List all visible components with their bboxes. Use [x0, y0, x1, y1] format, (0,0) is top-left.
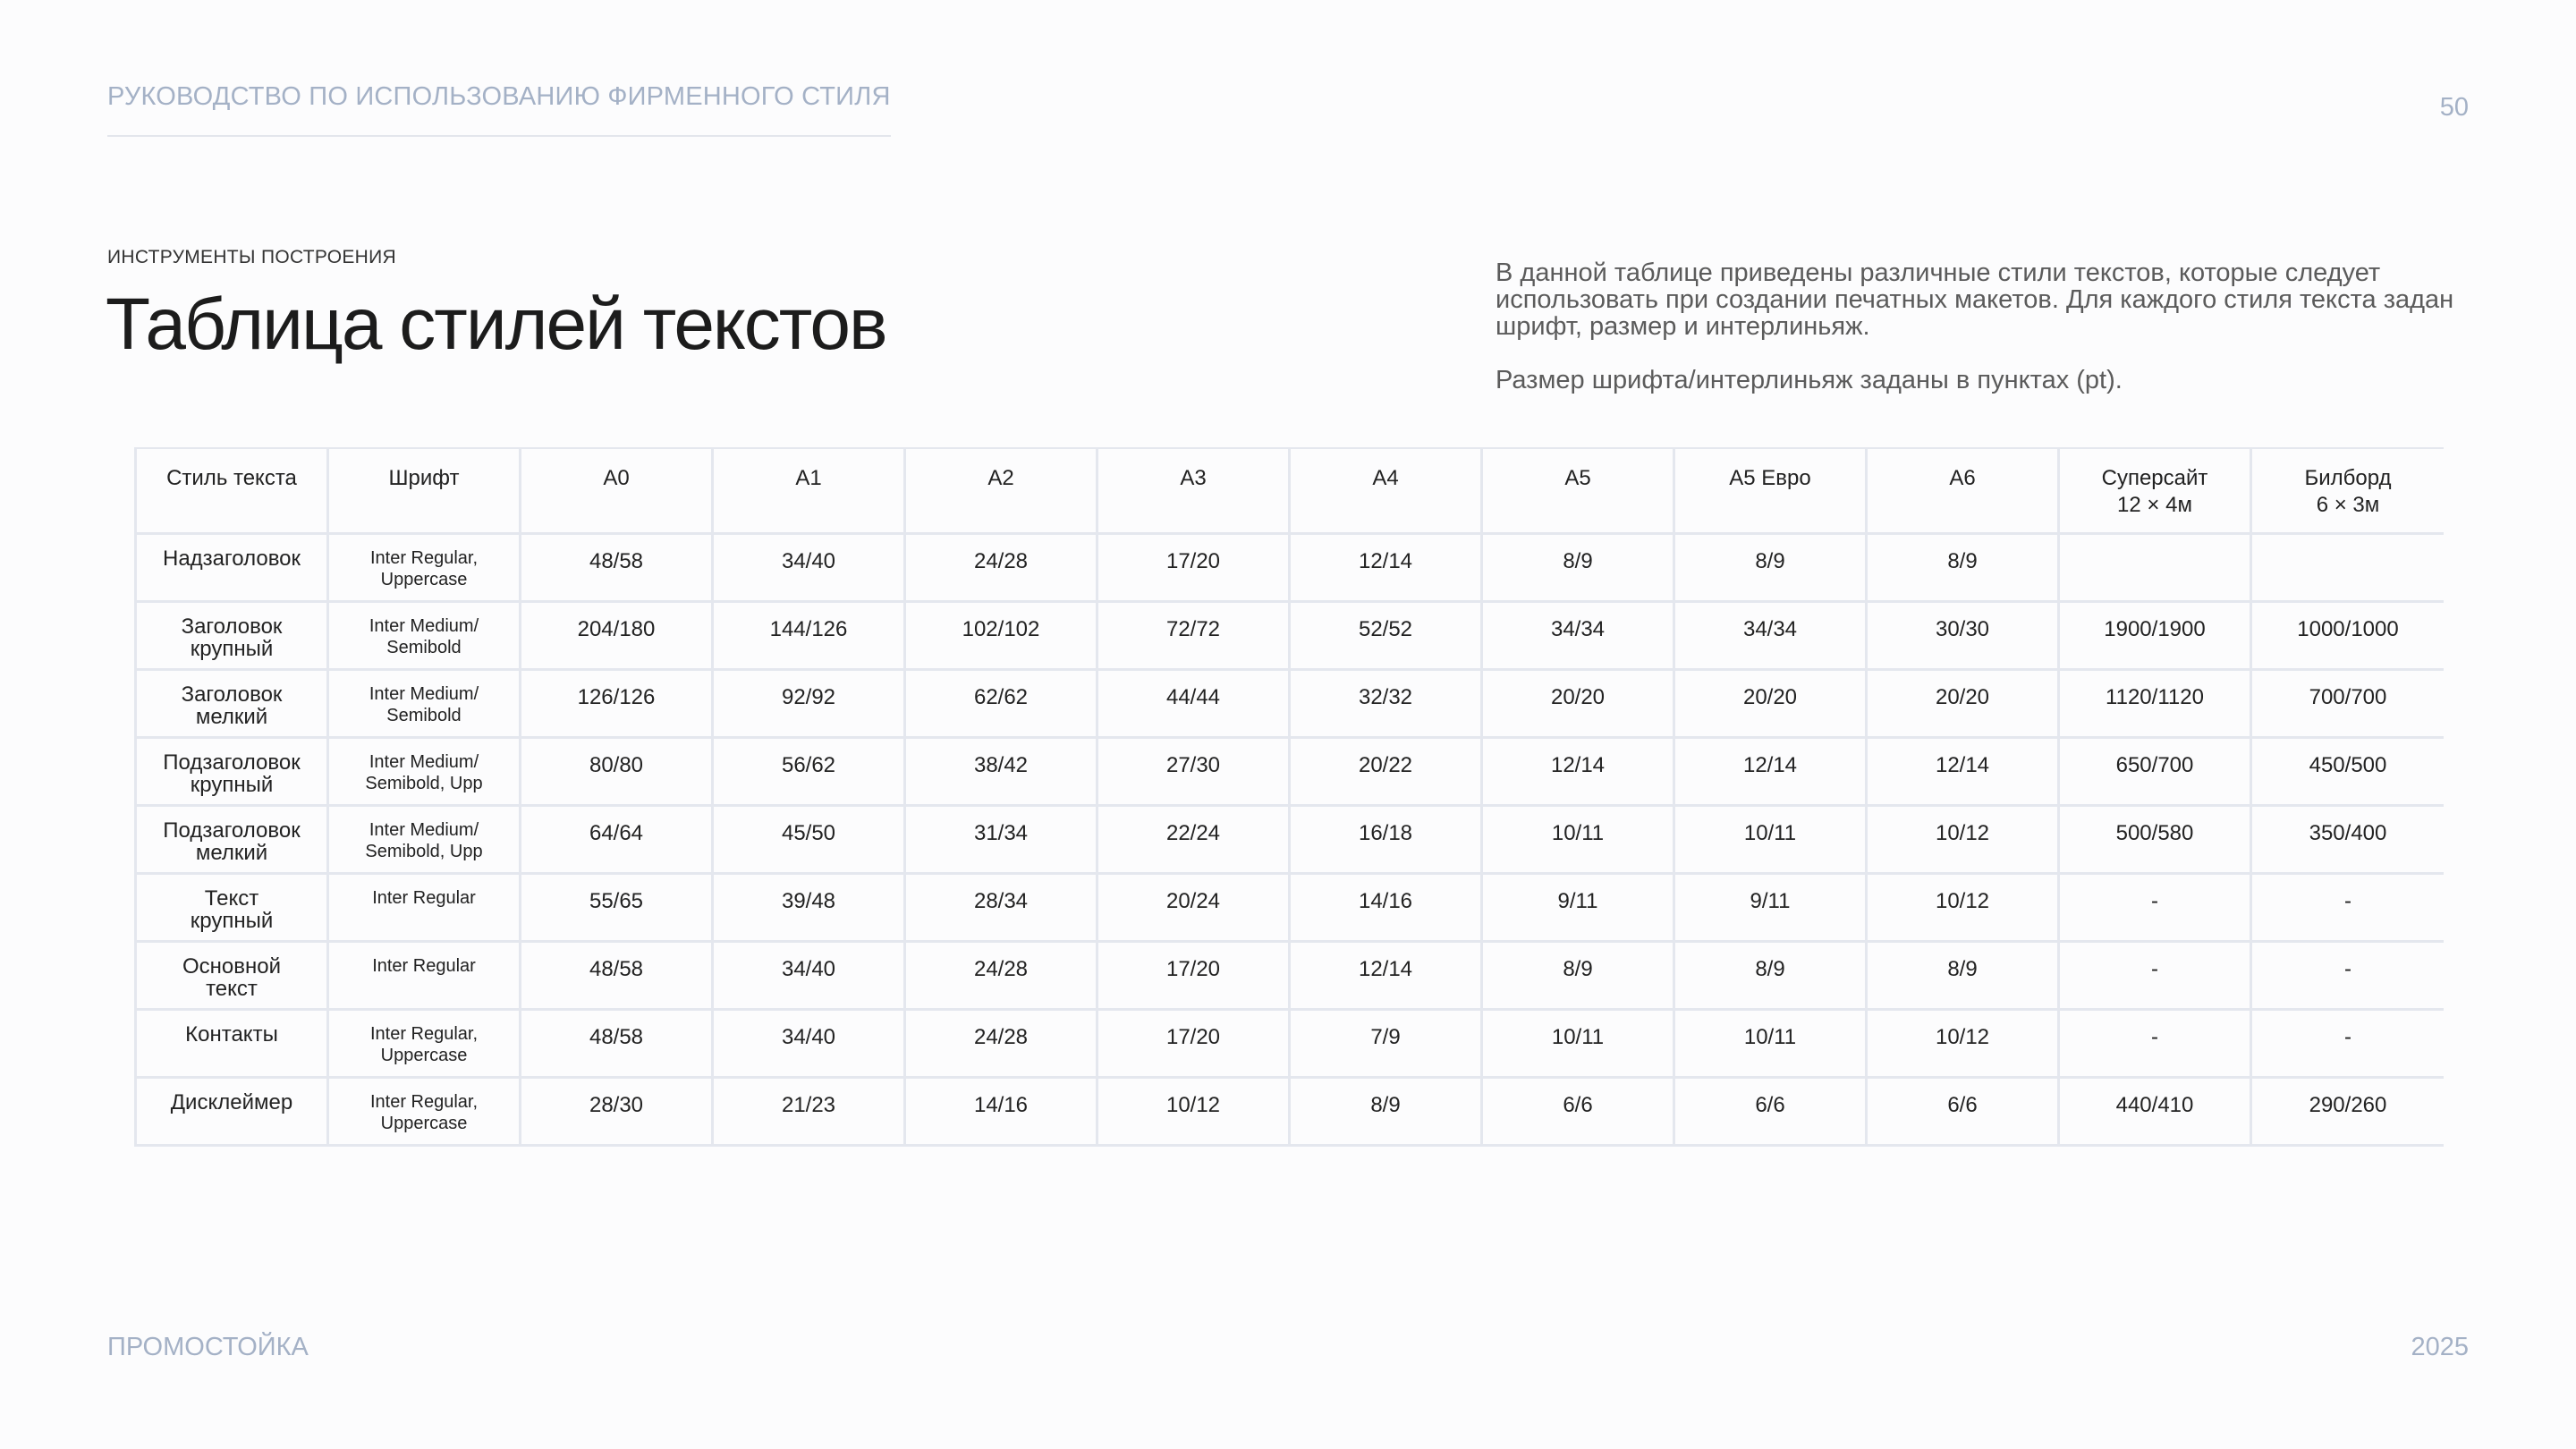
style-name-text: Подзаголовок [163, 750, 301, 775]
style-name-cell [136, 1009, 328, 1077]
size-leading-cell: 27/30 [1097, 737, 1290, 805]
size-leading-cell: - [2251, 873, 2445, 941]
style-name-cell [136, 533, 328, 601]
size-leading-cell: 17/20 [1097, 533, 1290, 601]
font-cell [328, 873, 521, 941]
font-cell [328, 1009, 521, 1077]
size-leading-cell: 34/34 [1674, 601, 1867, 669]
font-text: Semibold [386, 637, 462, 657]
font-text: Inter Medium/ [369, 683, 479, 704]
style-name-cell [136, 1077, 328, 1145]
style-name-text: Подзаголовок [163, 818, 301, 843]
style-name-cell [136, 941, 328, 1009]
column-header-label: Шрифт [388, 466, 460, 490]
intro-text [1496, 259, 2479, 420]
column-header-label: Суперсайт [2101, 466, 2208, 490]
size-leading-cell: 6/6 [1674, 1077, 1867, 1145]
size-leading-cell: 204/180 [521, 601, 713, 669]
font-text: Inter Regular, [369, 547, 479, 568]
size-leading-cell: 34/40 [713, 1009, 905, 1077]
size-leading-cell: - [2059, 1009, 2251, 1077]
font-text: Inter Regular, [369, 1091, 479, 1112]
size-leading-cell: 14/16 [1290, 873, 1482, 941]
size-leading-cell: 8/9 [1674, 941, 1867, 1009]
size-leading-cell: 44/44 [1097, 669, 1290, 737]
size-leading-cell: 10/11 [1482, 1009, 1674, 1077]
size-leading-cell: 45/50 [713, 805, 905, 873]
size-leading-cell: 64/64 [521, 805, 713, 873]
font-text: Semibold [386, 705, 462, 725]
size-leading-cell: 48/58 [521, 533, 713, 601]
page-number: 50 [2439, 93, 2469, 122]
size-leading-cell: 34/40 [713, 533, 905, 601]
size-leading-cell: 8/9 [1867, 533, 2059, 601]
size-leading-cell: 62/62 [905, 669, 1097, 737]
size-leading-cell: 20/20 [1867, 669, 2059, 737]
style-name-text: Заголовок [181, 614, 283, 639]
column-header-label: А4 [1372, 466, 1399, 490]
size-leading-cell: 52/52 [1290, 601, 1482, 669]
column-header-label: А5 Евро [1729, 466, 1811, 490]
column-header [1867, 448, 2059, 533]
size-leading-cell: 8/9 [1482, 533, 1674, 601]
footer-year: 2025 [2411, 1333, 2469, 1361]
size-leading-cell: 1000/1000 [2251, 601, 2445, 669]
size-leading-cell: 24/28 [905, 941, 1097, 1009]
style-name-text: Дисклеймер [170, 1089, 293, 1114]
table-header-row [136, 448, 2445, 533]
intro-paragraph: В данной таблице приведены различные стили текстов, которые следует использовать при создании печатных макетов. Для каждого стиля текста задан шрифт, размер и интерлиньяж. [1496, 258, 2454, 341]
column-header-label: 12 × 4м [2117, 493, 2192, 517]
font-text: Semibold, Upp [365, 841, 483, 861]
column-header [2251, 448, 2445, 533]
size-leading-cell: 30/30 [1867, 601, 2059, 669]
style-name-text: крупный [190, 908, 274, 933]
font-cell [328, 805, 521, 873]
size-leading-cell: 48/58 [521, 1009, 713, 1077]
size-leading-cell: 12/14 [1290, 533, 1482, 601]
column-header-label: А6 [1949, 466, 1976, 490]
size-leading-cell: 6/6 [1867, 1077, 2059, 1145]
size-leading-cell: 16/18 [1290, 805, 1482, 873]
column-header-label: А3 [1180, 466, 1207, 490]
style-name-text: Надзаголовок [162, 546, 301, 571]
size-leading-cell: 10/12 [1867, 805, 2059, 873]
size-leading-cell: 126/126 [521, 669, 713, 737]
size-leading-cell [2251, 533, 2445, 601]
style-name-cell [136, 601, 328, 669]
font-cell [328, 669, 521, 737]
style-name-cell [136, 805, 328, 873]
style-name-cell [136, 669, 328, 737]
size-leading-cell: 24/28 [905, 533, 1097, 601]
size-leading-cell: 28/30 [521, 1077, 713, 1145]
font-text: Inter Regular [372, 955, 476, 976]
size-leading-cell: 20/22 [1290, 737, 1482, 805]
size-leading-cell: 12/14 [1867, 737, 2059, 805]
font-cell [328, 601, 521, 669]
section-label: ИНСТРУМЕНТЫ ПОСТРОЕНИЯ [107, 247, 396, 267]
style-name-text: Основной [182, 953, 282, 979]
column-header [2059, 448, 2251, 533]
size-leading-cell: 12/14 [1290, 941, 1482, 1009]
size-leading-cell: 650/700 [2059, 737, 2251, 805]
table-row [136, 1009, 2445, 1077]
style-name-text: крупный [190, 636, 274, 661]
size-leading-cell: 31/34 [905, 805, 1097, 873]
size-leading-cell: 6/6 [1482, 1077, 1674, 1145]
size-leading-cell: 12/14 [1674, 737, 1867, 805]
text-styles-table-container [134, 447, 2444, 1299]
size-leading-cell: 56/62 [713, 737, 905, 805]
font-text: Inter Medium/ [369, 819, 479, 840]
size-leading-cell: 20/20 [1482, 669, 1674, 737]
column-header-label: А2 [987, 466, 1014, 490]
column-header-label: А5 [1564, 466, 1591, 490]
font-text: Inter Regular, [369, 1023, 479, 1044]
page-title: Таблица стилей текстов [106, 284, 886, 365]
size-leading-cell: 12/14 [1482, 737, 1674, 805]
size-leading-cell: 28/34 [905, 873, 1097, 941]
size-leading-cell: 22/24 [1097, 805, 1290, 873]
font-text: Inter Medium/ [369, 751, 479, 772]
style-name-text: мелкий [195, 704, 268, 729]
style-name-text: крупный [190, 772, 274, 797]
size-leading-cell: 34/40 [713, 941, 905, 1009]
table-row [136, 533, 2445, 601]
table-row [136, 873, 2445, 941]
table-row [136, 737, 2445, 805]
size-leading-cell: 450/500 [2251, 737, 2445, 805]
style-name-cell [136, 873, 328, 941]
style-name-cell [136, 737, 328, 805]
size-leading-cell: 21/23 [713, 1077, 905, 1145]
size-leading-cell: 48/58 [521, 941, 713, 1009]
size-leading-cell: 1120/1120 [2059, 669, 2251, 737]
size-leading-cell: - [2251, 1009, 2445, 1077]
document-title: РУКОВОДСТВО ПО ИСПОЛЬЗОВАНИЮ ФИРМЕННОГО СТИЛЯ [107, 82, 891, 137]
size-leading-cell: 92/92 [713, 669, 905, 737]
font-cell [328, 941, 521, 1009]
table-row [136, 1077, 2445, 1145]
footer-brand: ПРОМОСТОЙКА [107, 1333, 309, 1361]
size-leading-cell: 10/11 [1674, 1009, 1867, 1077]
font-cell [328, 1077, 521, 1145]
size-leading-cell: - [2059, 873, 2251, 941]
style-name-text: Контакты [185, 1021, 278, 1046]
size-leading-cell: 39/48 [713, 873, 905, 941]
size-leading-cell: 8/9 [1290, 1077, 1482, 1145]
size-leading-cell: 34/34 [1482, 601, 1674, 669]
column-header [328, 448, 521, 533]
size-leading-cell: - [2251, 941, 2445, 1009]
size-leading-cell: 10/12 [1097, 1077, 1290, 1145]
size-leading-cell: 8/9 [1482, 941, 1674, 1009]
size-leading-cell: 500/580 [2059, 805, 2251, 873]
size-leading-cell: 8/9 [1867, 941, 2059, 1009]
font-text: Inter Medium/ [369, 615, 479, 636]
column-header-label: 6 × 3м [2316, 493, 2380, 517]
size-leading-cell: - [2059, 941, 2251, 1009]
size-leading-cell: 7/9 [1290, 1009, 1482, 1077]
size-leading-cell: 102/102 [905, 601, 1097, 669]
size-leading-cell: 10/12 [1867, 873, 2059, 941]
size-leading-cell: 72/72 [1097, 601, 1290, 669]
table-row [136, 805, 2445, 873]
column-header [136, 448, 328, 533]
size-leading-cell: 32/32 [1290, 669, 1482, 737]
size-leading-cell: 17/20 [1097, 1009, 1290, 1077]
size-leading-cell: 290/260 [2251, 1077, 2445, 1145]
font-cell [328, 737, 521, 805]
font-text: Semibold, Upp [365, 773, 483, 793]
column-header-label: Билборд [2304, 466, 2392, 490]
size-leading-cell: 350/400 [2251, 805, 2445, 873]
column-header-label: А0 [603, 466, 630, 490]
table-row [136, 941, 2445, 1009]
column-header [521, 448, 713, 533]
size-leading-cell: 9/11 [1674, 873, 1867, 941]
column-header [1674, 448, 1867, 533]
column-header [905, 448, 1097, 533]
size-leading-cell: 9/11 [1482, 873, 1674, 941]
style-name-text: Заголовок [181, 682, 283, 707]
font-text: Inter Regular [372, 887, 476, 908]
size-leading-cell: 1900/1900 [2059, 601, 2251, 669]
intro-paragraph-units: Размер шрифта/интерлиньяж заданы в пунктах (pt). [1496, 366, 2123, 394]
size-leading-cell: 440/410 [2059, 1077, 2251, 1145]
font-text: Uppercase [380, 1113, 468, 1133]
table-row [136, 669, 2445, 737]
column-header-label: А1 [795, 466, 822, 490]
style-name-text: текст [206, 976, 258, 1001]
column-header [1482, 448, 1674, 533]
size-leading-cell: 55/65 [521, 873, 713, 941]
size-leading-cell: 10/11 [1674, 805, 1867, 873]
table-row [136, 601, 2445, 669]
size-leading-cell [2059, 533, 2251, 601]
size-leading-cell: 17/20 [1097, 941, 1290, 1009]
size-leading-cell: 700/700 [2251, 669, 2445, 737]
size-leading-cell: 8/9 [1674, 533, 1867, 601]
column-header [1097, 448, 1290, 533]
column-header [1290, 448, 1482, 533]
style-name-text: мелкий [195, 840, 268, 865]
text-styles-table [134, 447, 2444, 1147]
size-leading-cell: 38/42 [905, 737, 1097, 805]
size-leading-cell: 10/11 [1482, 805, 1674, 873]
size-leading-cell: 144/126 [713, 601, 905, 669]
size-leading-cell: 80/80 [521, 737, 713, 805]
size-leading-cell: 10/12 [1867, 1009, 2059, 1077]
size-leading-cell: 24/28 [905, 1009, 1097, 1077]
style-name-text: Текст [204, 886, 259, 911]
size-leading-cell: 20/20 [1674, 669, 1867, 737]
size-leading-cell: 14/16 [905, 1077, 1097, 1145]
font-cell [328, 533, 521, 601]
column-header [713, 448, 905, 533]
font-text: Uppercase [380, 569, 468, 589]
size-leading-cell: 20/24 [1097, 873, 1290, 941]
column-header-label: Стиль текста [166, 466, 297, 490]
font-text: Uppercase [380, 1045, 468, 1065]
